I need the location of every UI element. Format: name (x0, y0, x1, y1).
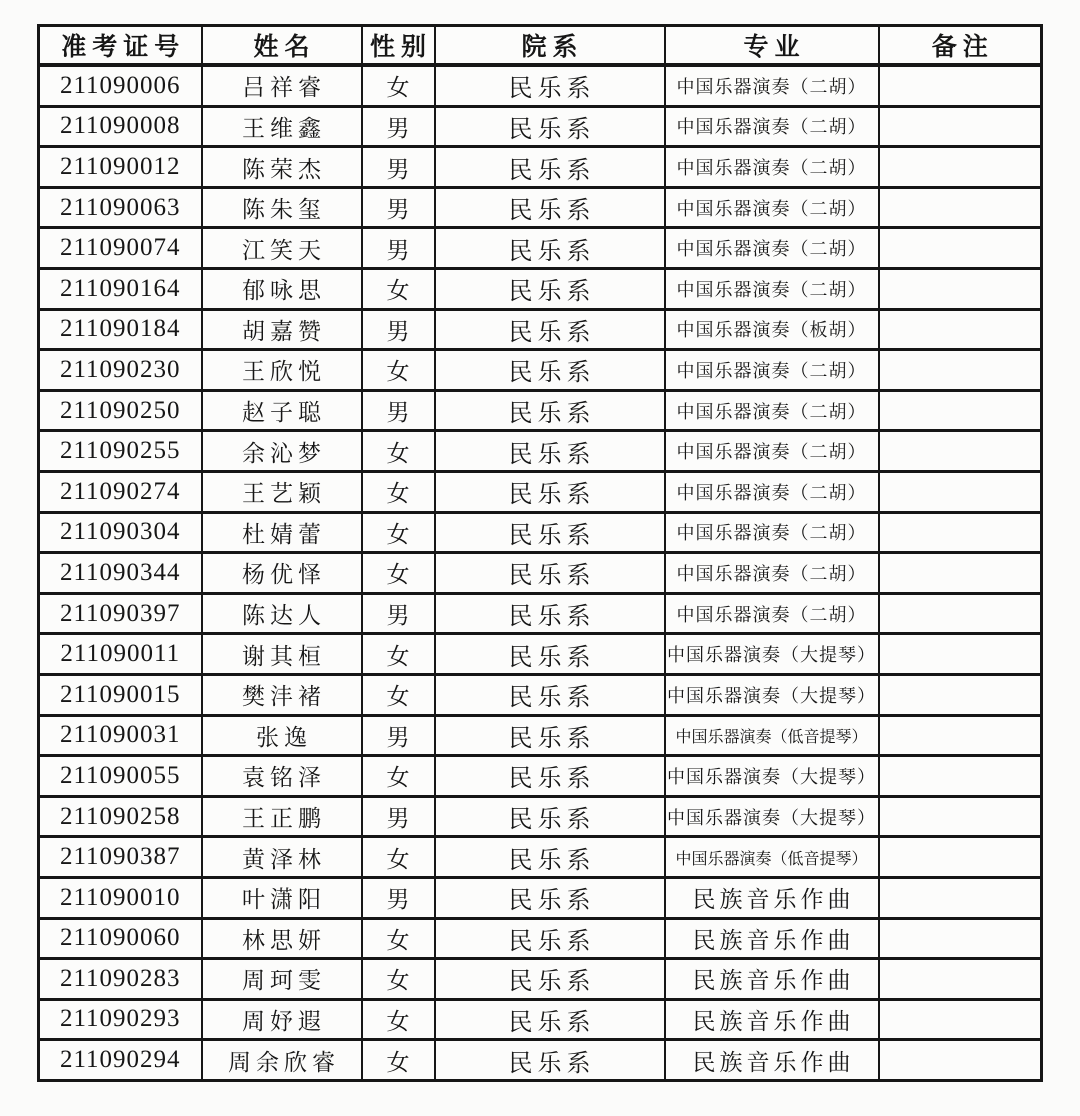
cell-major: 中国乐器演奏（二胡） (665, 350, 879, 391)
cell-gender: 女 (362, 431, 435, 472)
table-row (39, 999, 1042, 1040)
column-header-major: 专业 (665, 26, 879, 66)
cell-note (879, 431, 1042, 472)
cell-gender: 女 (362, 350, 435, 391)
cell-exam-number: 211090304 (39, 512, 202, 553)
cell-note (879, 877, 1042, 918)
cell-exam-number: 211090055 (39, 756, 202, 797)
cell-gender: 女 (362, 918, 435, 959)
cell-department: 民乐系 (435, 147, 665, 188)
cell-gender: 男 (362, 228, 435, 269)
table-row (39, 593, 1042, 634)
cell-major: 中国乐器演奏（大提琴） (665, 674, 879, 715)
cell-exam-number: 211090344 (39, 553, 202, 594)
cell-major: 中国乐器演奏（二胡） (665, 228, 879, 269)
cell-gender: 女 (362, 756, 435, 797)
table-row (39, 269, 1042, 310)
cell-major: 中国乐器演奏（二胡） (665, 512, 879, 553)
table-row (39, 390, 1042, 431)
cell-exam-number: 211090230 (39, 350, 202, 391)
cell-major: 中国乐器演奏（二胡） (665, 431, 879, 472)
cell-major: 中国乐器演奏（板胡） (665, 309, 879, 350)
cell-exam-number: 211090164 (39, 269, 202, 310)
cell-name: 陈达人 (202, 593, 362, 634)
cell-gender: 男 (362, 309, 435, 350)
cell-major: 中国乐器演奏（二胡） (665, 471, 879, 512)
table-row (39, 837, 1042, 878)
table-row (39, 187, 1042, 228)
cell-department: 民乐系 (435, 471, 665, 512)
cell-name: 周余欣睿 (202, 1040, 362, 1081)
cell-major: 民族音乐作曲 (665, 959, 879, 1000)
cell-exam-number: 211090063 (39, 187, 202, 228)
table-row (39, 65, 1042, 106)
cell-exam-number: 211090008 (39, 106, 202, 147)
cell-exam-number: 211090258 (39, 796, 202, 837)
cell-major: 中国乐器演奏（大提琴） (665, 756, 879, 797)
cell-department: 民乐系 (435, 674, 665, 715)
cell-note (879, 1040, 1042, 1081)
cell-note (879, 715, 1042, 756)
cell-major: 中国乐器演奏（大提琴） (665, 634, 879, 675)
cell-gender: 女 (362, 471, 435, 512)
table-row (39, 106, 1042, 147)
cell-department: 民乐系 (435, 756, 665, 797)
cell-department: 民乐系 (435, 593, 665, 634)
cell-exam-number: 211090184 (39, 309, 202, 350)
cell-note (879, 187, 1042, 228)
cell-gender: 女 (362, 553, 435, 594)
cell-note (879, 796, 1042, 837)
cell-major: 民族音乐作曲 (665, 1040, 879, 1081)
cell-department: 民乐系 (435, 228, 665, 269)
cell-exam-number: 211090060 (39, 918, 202, 959)
cell-exam-number: 211090255 (39, 431, 202, 472)
cell-note (879, 309, 1042, 350)
cell-department: 民乐系 (435, 390, 665, 431)
cell-name: 王艺颖 (202, 471, 362, 512)
cell-gender: 女 (362, 65, 435, 106)
table-row (39, 431, 1042, 472)
cell-gender: 女 (362, 512, 435, 553)
cell-note (879, 350, 1042, 391)
cell-note (879, 553, 1042, 594)
cell-note (879, 756, 1042, 797)
cell-name: 吕祥睿 (202, 65, 362, 106)
cell-name: 黄泽林 (202, 837, 362, 878)
cell-exam-number: 211090074 (39, 228, 202, 269)
cell-exam-number: 211090274 (39, 471, 202, 512)
cell-department: 民乐系 (435, 837, 665, 878)
cell-department: 民乐系 (435, 350, 665, 391)
cell-major: 中国乐器演奏（二胡） (665, 147, 879, 188)
cell-name: 余沁梦 (202, 431, 362, 472)
cell-note (879, 269, 1042, 310)
cell-department: 民乐系 (435, 999, 665, 1040)
cell-gender: 男 (362, 593, 435, 634)
cell-exam-number: 211090015 (39, 674, 202, 715)
cell-major: 中国乐器演奏（二胡） (665, 187, 879, 228)
cell-department: 民乐系 (435, 918, 665, 959)
cell-note (879, 471, 1042, 512)
cell-exam-number: 211090387 (39, 837, 202, 878)
cell-department: 民乐系 (435, 269, 665, 310)
cell-gender: 男 (362, 796, 435, 837)
cell-exam-number: 211090397 (39, 593, 202, 634)
cell-note (879, 512, 1042, 553)
cell-note (879, 918, 1042, 959)
cell-note (879, 390, 1042, 431)
table-row (39, 634, 1042, 675)
cell-name: 周妤遐 (202, 999, 362, 1040)
cell-major: 中国乐器演奏（二胡） (665, 390, 879, 431)
cell-major: 中国乐器演奏（二胡） (665, 65, 879, 106)
cell-department: 民乐系 (435, 796, 665, 837)
cell-exam-number: 211090294 (39, 1040, 202, 1081)
cell-exam-number: 211090283 (39, 959, 202, 1000)
cell-name: 陈朱玺 (202, 187, 362, 228)
cell-major: 中国乐器演奏（低音提琴） (665, 715, 879, 756)
cell-exam-number: 211090293 (39, 999, 202, 1040)
table-row (39, 877, 1042, 918)
cell-gender: 女 (362, 674, 435, 715)
cell-name: 杨优怿 (202, 553, 362, 594)
table-row (39, 147, 1042, 188)
cell-department: 民乐系 (435, 1040, 665, 1081)
cell-major: 中国乐器演奏（大提琴） (665, 796, 879, 837)
cell-note (879, 837, 1042, 878)
cell-name: 王维鑫 (202, 106, 362, 147)
cell-name: 王正鹏 (202, 796, 362, 837)
cell-gender: 女 (362, 999, 435, 1040)
cell-note (879, 674, 1042, 715)
table-row (39, 350, 1042, 391)
cell-gender: 女 (362, 837, 435, 878)
cell-department: 民乐系 (435, 106, 665, 147)
table-row (39, 674, 1042, 715)
cell-name: 袁铭泽 (202, 756, 362, 797)
cell-name: 叶潇阳 (202, 877, 362, 918)
cell-department: 民乐系 (435, 65, 665, 106)
cell-gender: 男 (362, 147, 435, 188)
header-row (39, 26, 1042, 66)
cell-name: 周珂雯 (202, 959, 362, 1000)
cell-major: 民族音乐作曲 (665, 918, 879, 959)
cell-gender: 男 (362, 187, 435, 228)
cell-department: 民乐系 (435, 553, 665, 594)
cell-name: 谢其桓 (202, 634, 362, 675)
cell-major: 中国乐器演奏（二胡） (665, 269, 879, 310)
column-header-department: 院系 (435, 26, 665, 66)
cell-major: 中国乐器演奏（低音提琴） (665, 837, 879, 878)
table-row (39, 756, 1042, 797)
cell-name: 胡嘉赞 (202, 309, 362, 350)
cell-department: 民乐系 (435, 959, 665, 1000)
cell-department: 民乐系 (435, 634, 665, 675)
cell-gender: 男 (362, 390, 435, 431)
cell-department: 民乐系 (435, 877, 665, 918)
cell-gender: 男 (362, 106, 435, 147)
cell-note (879, 65, 1042, 106)
table-row (39, 512, 1042, 553)
cell-name: 王欣悦 (202, 350, 362, 391)
table-row (39, 553, 1042, 594)
cell-name: 张逸 (202, 715, 362, 756)
cell-name: 杜婧蕾 (202, 512, 362, 553)
cell-department: 民乐系 (435, 715, 665, 756)
table-row (39, 228, 1042, 269)
cell-major: 民族音乐作曲 (665, 999, 879, 1040)
cell-gender: 女 (362, 959, 435, 1000)
cell-major: 民族音乐作曲 (665, 877, 879, 918)
table-row (39, 715, 1042, 756)
admission-table (37, 24, 1043, 1082)
cell-note (879, 593, 1042, 634)
cell-gender: 男 (362, 715, 435, 756)
cell-exam-number: 211090011 (39, 634, 202, 675)
cell-note (879, 106, 1042, 147)
cell-note (879, 228, 1042, 269)
cell-name: 郁咏思 (202, 269, 362, 310)
cell-exam-number: 211090250 (39, 390, 202, 431)
cell-name: 樊沣褚 (202, 674, 362, 715)
table-row (39, 471, 1042, 512)
table-row (39, 959, 1042, 1000)
cell-department: 民乐系 (435, 309, 665, 350)
cell-name: 赵子聪 (202, 390, 362, 431)
cell-gender: 女 (362, 269, 435, 310)
column-header-exam-number: 准考证号 (39, 26, 202, 66)
cell-note (879, 959, 1042, 1000)
cell-name: 江笑天 (202, 228, 362, 269)
table-row (39, 918, 1042, 959)
cell-name: 陈荣杰 (202, 147, 362, 188)
cell-name: 林思妍 (202, 918, 362, 959)
cell-department: 民乐系 (435, 512, 665, 553)
cell-major: 中国乐器演奏（二胡） (665, 106, 879, 147)
cell-gender: 女 (362, 634, 435, 675)
cell-gender: 女 (362, 1040, 435, 1081)
table-row (39, 309, 1042, 350)
table-row (39, 1040, 1042, 1081)
cell-note (879, 634, 1042, 675)
cell-exam-number: 211090012 (39, 147, 202, 188)
cell-department: 民乐系 (435, 187, 665, 228)
cell-department: 民乐系 (435, 431, 665, 472)
cell-note (879, 147, 1042, 188)
table-row (39, 796, 1042, 837)
cell-major: 中国乐器演奏（二胡） (665, 553, 879, 594)
cell-gender: 男 (362, 877, 435, 918)
column-header-note: 备注 (879, 26, 1042, 66)
cell-note (879, 999, 1042, 1040)
cell-major: 中国乐器演奏（二胡） (665, 593, 879, 634)
column-header-name: 姓名 (202, 26, 362, 66)
cell-exam-number: 211090006 (39, 65, 202, 106)
column-header-gender: 性别 (362, 26, 435, 66)
cell-exam-number: 211090010 (39, 877, 202, 918)
cell-exam-number: 211090031 (39, 715, 202, 756)
